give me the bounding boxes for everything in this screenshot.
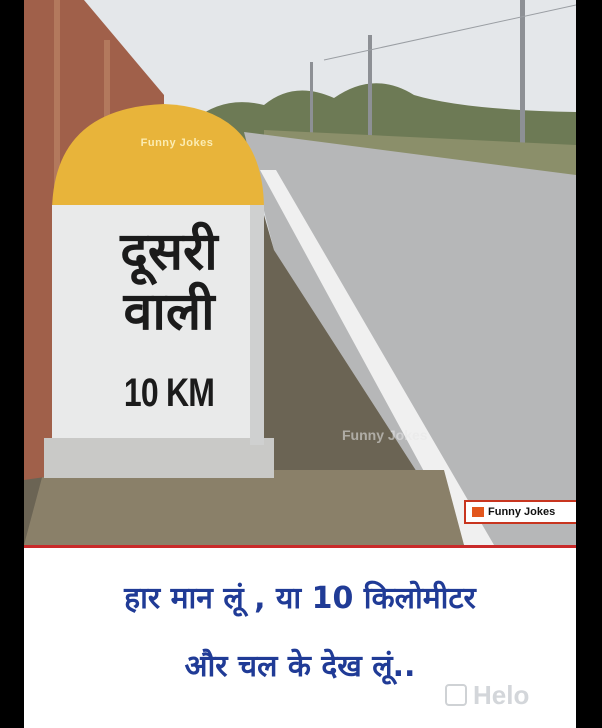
utility-pole: [368, 35, 372, 145]
milestone-distance: 10 KM: [123, 371, 215, 415]
utility-pole: [310, 62, 313, 142]
badge-label: Funny Jokes: [488, 506, 556, 518]
gravel: [24, 470, 464, 545]
milestone-base: [44, 438, 274, 478]
road-photo: [24, 0, 576, 545]
helo-text: Helo: [473, 679, 530, 710]
watermark-mid: Funny Jokes: [342, 427, 428, 443]
watermark-top: Funny Jokes: [140, 137, 214, 149]
helo-watermark: [445, 678, 563, 712]
milestone-line2: वाली: [123, 282, 215, 342]
funny-jokes-badge: [464, 500, 576, 524]
milestone-line1: दूसरी: [120, 222, 218, 282]
badge-icon: [472, 507, 484, 517]
caption-line1: हार मान लूं , या 10 किलोमीटर: [124, 581, 476, 616]
helo-logo-icon: [445, 684, 467, 706]
utility-pole: [520, 0, 525, 165]
caption-line2: और चल के देख लूं..: [184, 649, 416, 684]
